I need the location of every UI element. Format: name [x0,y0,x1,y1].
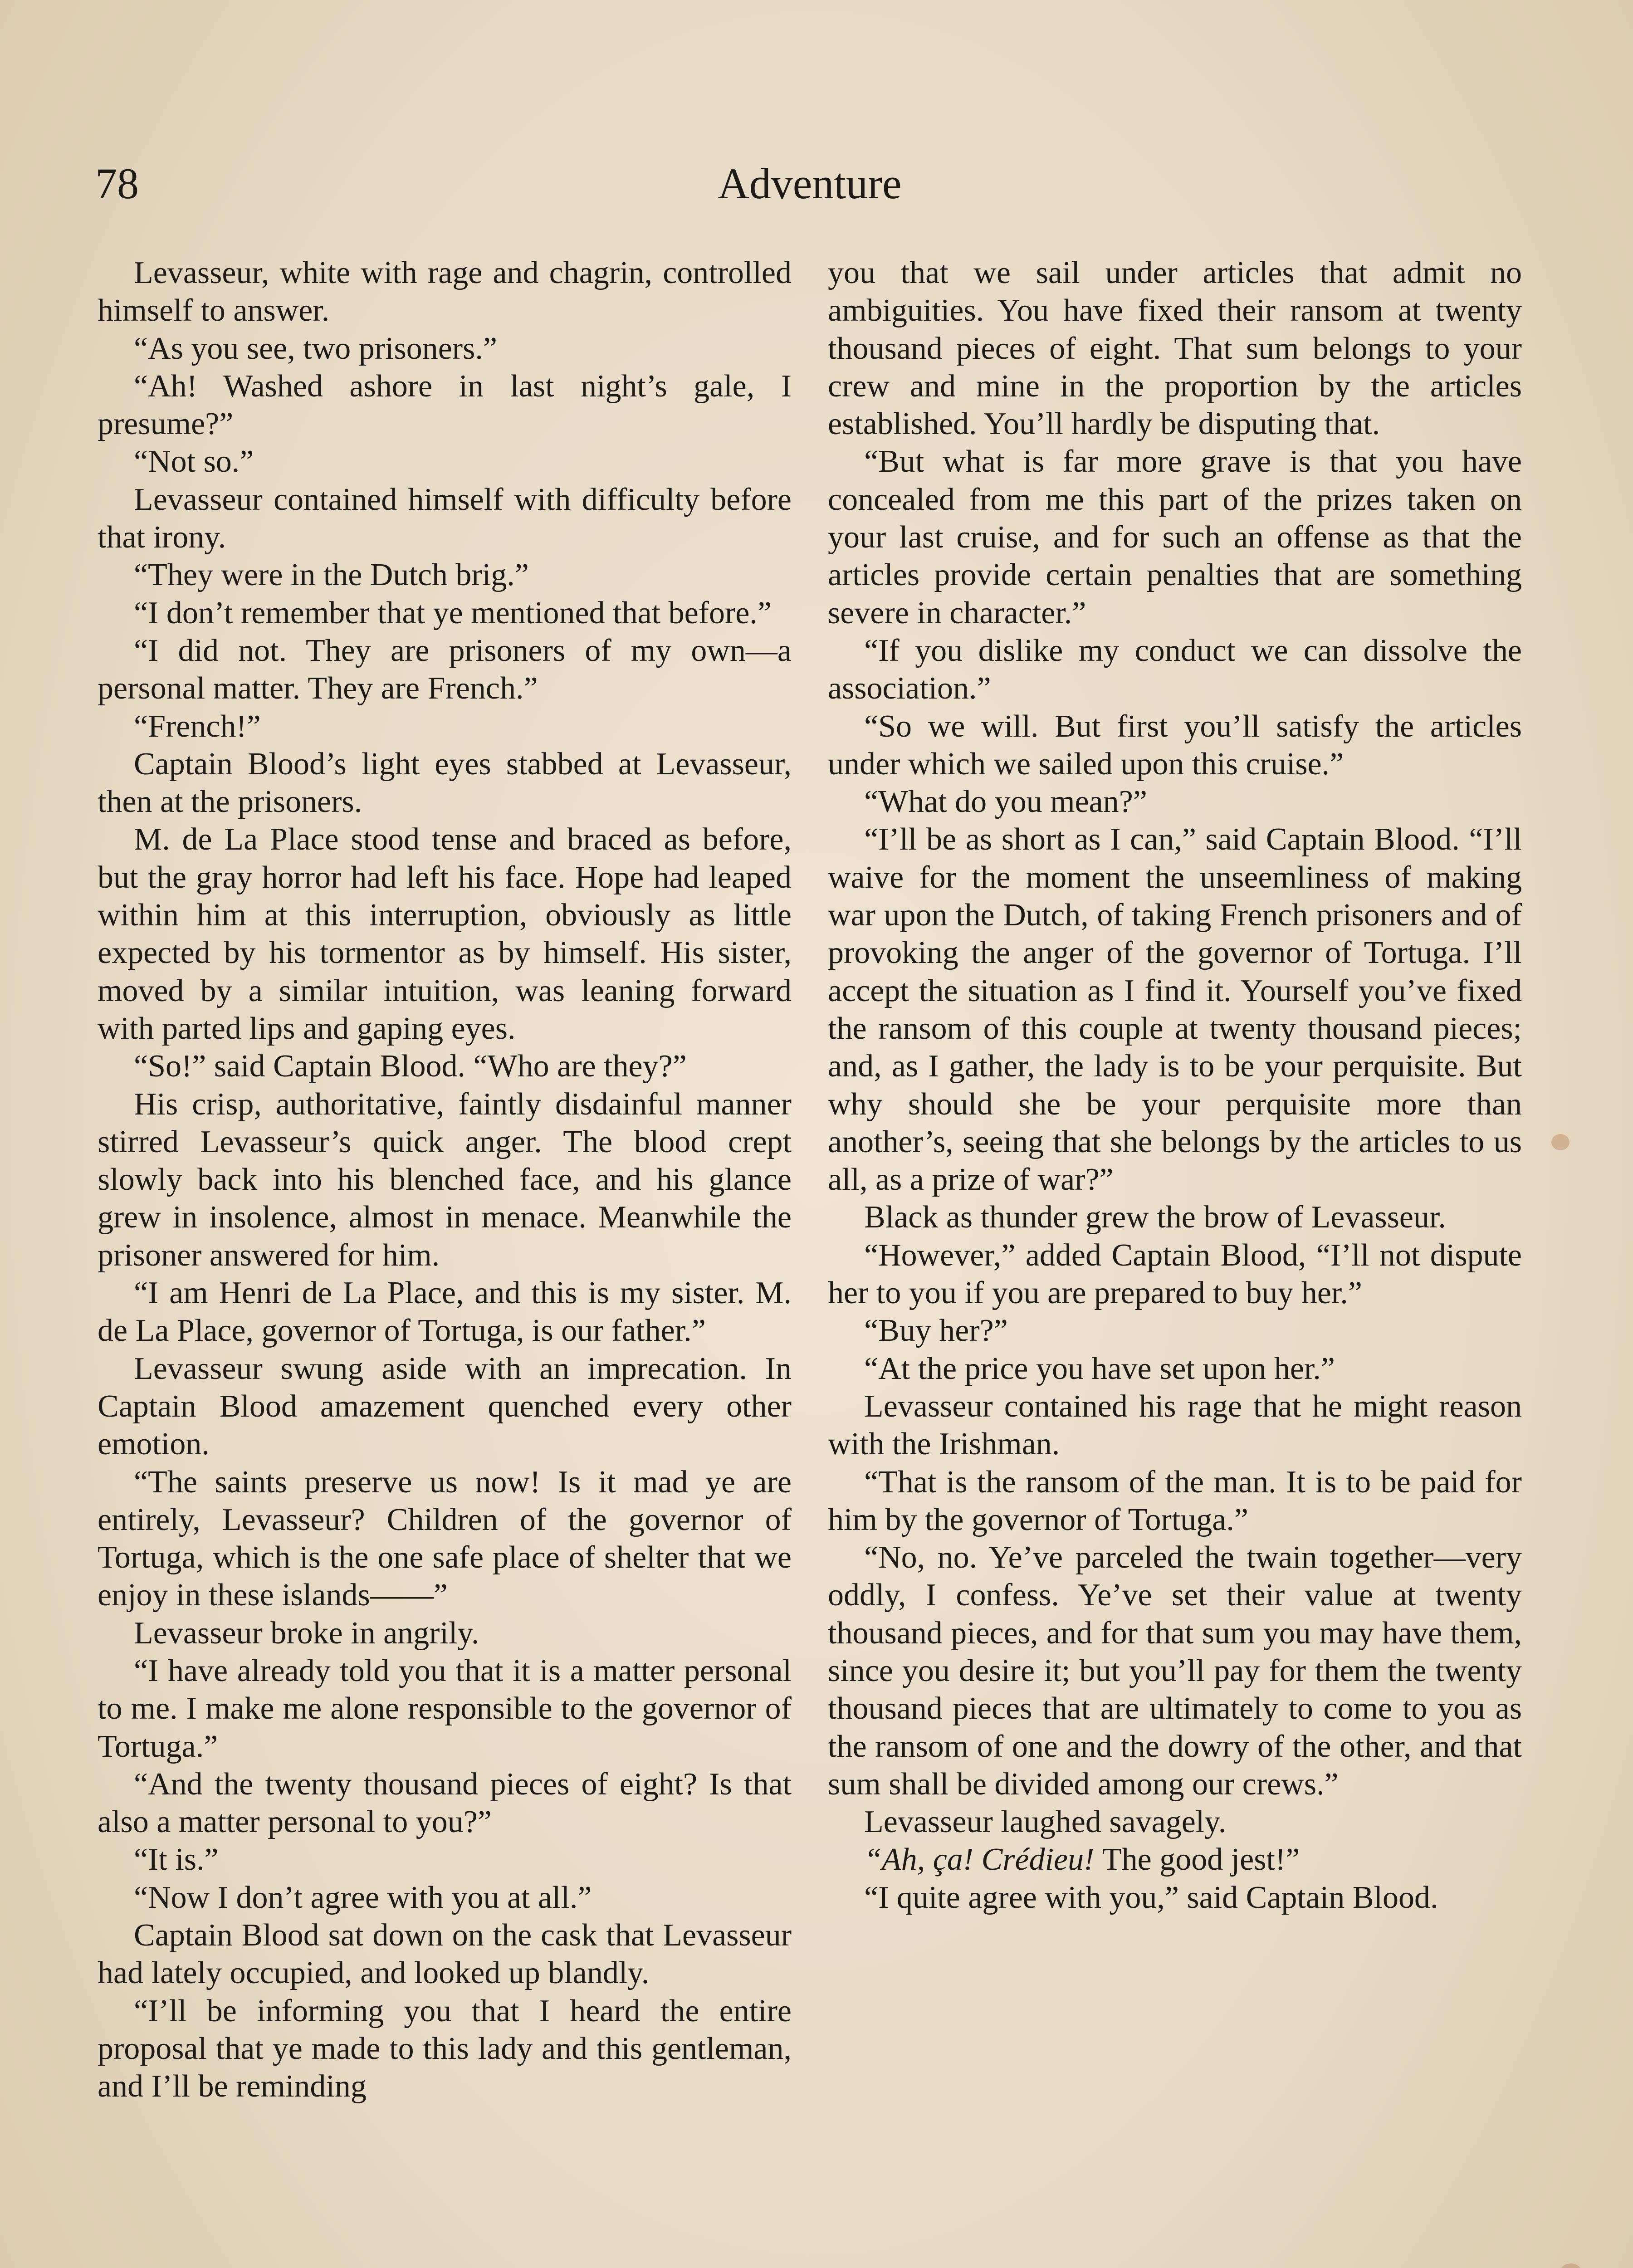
paragraph: “If you dislike my conduct we can dissolve the association.” [828,633,1522,706]
left-column [98,254,792,2268]
paragraph: you that we sail under articles that admit no ambiguities. You have fixed their ransom at twenty thousand pieces of eight. That sum belongs to your crew and mine in the proportion by the articles established. You’ll hardly be disputing that. [828,255,1522,442]
paragraph: Captain Blood sat down on the cask that Levasseur had lately occupied, and looked up blandly. [98,1918,792,1991]
paragraph: “And the twenty thousand pieces of eight? Is that also a matter personal to you?” [98,1766,792,1840]
paragraph: “Now I don’t agree with you at all.” [134,1880,592,1915]
paragraph: Levasseur laughed savagely. [864,1804,1227,1840]
paragraph: Levasseur broke in angrily. [134,1615,479,1651]
paragraph: “But what is far more grave is that you have concealed from me this part of the prizes taken on your last cruise, and for such an offense as that the articles provide certain penalties that are something severe in character.” [828,444,1522,631]
page-number: 78 [95,159,139,208]
paragraph: “They were in the Dutch brig.” [134,557,529,593]
paragraph: “I’ll be as short as I can,” said Captain Blood. “I’ll waive for the moment the unseemliness of making war upon the Dutch, of taking French prisoners and of provoking the anger of the governor of Tortuga. I’ll accept the situation as I find it. Yourself you’ve fixed the ransom of this couple at twenty thousand pieces; and, as I gather, the lady is to be your perquisite. But why should she be your perquisite more than another’s, seeing that she belongs by the articles to us all, as a prize of war?” [828,822,1522,1198]
paragraph: “French!” [134,709,261,744]
paragraph: “I don’t remember that ye mentioned that before.” [134,595,772,631]
paragraph: “Ah, ça! Crédieu! The good jest!” [864,1842,1300,1877]
paragraph: “I am Henri de La Place, and this is my sister. M. de La Place, governor of Tortuga, is our father.” [98,1276,792,1349]
paper-stain [1560,2263,1581,2268]
paragraph: His crisp, authoritative, faintly disdainful manner stirred Levasseur’s quick anger. The blood crept slowly back into his blenched face, and his glance grew in insolence, almost in menace. Meanwhile the prisoner answered for him. [98,1086,792,1273]
paragraph: “No, no. Ye’ve parceled the twain together—very oddly, I confess. Ye’ve set their value at twenty thousand pieces, and for that sum you may have them, since you desire it; but you’ll pay for them the twenty thousand pieces that are ultimately to come to you as the ransom of one and the dowry of the other, and that sum shall be divided among our crews.” [828,1540,1522,1802]
paragraph: M. de La Place stood tense and braced as before, but the gray horror had left his face. Hope had leaped within him at this interruption, obviously as little expected by his tormentor as by himself. His sister, moved by a similar intuition, was leaning forward with parted lips and gaping eyes. [98,822,792,1046]
paragraph: “The saints preserve us now! Is it mad ye are entirely, Levasseur? Children of the governor of Tortuga, which is the one safe place of shelter that we enjoy in these islands——” [98,1464,792,1613]
paragraph: “I’ll be informing you that I heard the entire proposal that ye made to this lady and this gentleman, and I’ll be reminding [98,1993,792,2104]
paragraph: Captain Blood’s light eyes stabbed at Levasseur, then at the prisoners. [98,746,792,820]
paragraph: “Buy her?” [864,1313,1008,1349]
paragraph: “Ah! Washed ashore in last night’s gale, I presume?” [98,368,792,442]
paragraph: “I did not. They are prisoners of my own—a personal matter. They are French.” [98,633,792,706]
paragraph: “Not so.” [134,444,254,479]
page-header [95,156,1524,211]
running-title: Adventure [718,159,902,208]
paper-stain [1551,1134,1569,1150]
paragraph: “So we will. But first you’ll satisfy the articles under which we sailed upon this cruise.” [828,709,1522,782]
paragraph: Black as thunder grew the brow of Levasseur. [864,1200,1446,1235]
paragraph: “I have already told you that it is a matter personal to me. I make me alone responsible to the governor of Tortuga.” [98,1653,792,1764]
paragraph: Levasseur, white with rage and chagrin, controlled himself to answer. [98,255,792,328]
paragraph: Levasseur swung aside with an imprecation. In Captain Blood amazement quenched every other emotion. [98,1351,792,1462]
paragraph: Levasseur contained his rage that he might reason with the Irishman. [828,1388,1522,1462]
paragraph: “What do you mean?” [864,784,1147,820]
paragraph: “However,” added Captain Blood, “I’ll not dispute her to you if you are prepared to buy her.” [828,1237,1522,1311]
paragraph: Levasseur contained himself with difficulty before that irony. [98,482,792,555]
paragraph: “It is.” [134,1842,219,1877]
paragraph: “I quite agree with you,” said Captain Blood. [864,1880,1438,1915]
paragraph: “So!” said Captain Blood. “Who are they?” [134,1049,687,1084]
paragraph: “That is the ransom of the man. It is to be paid for him by the governor of Tortuga.” [828,1464,1522,1537]
paragraph: “At the price you have set upon her.” [864,1351,1335,1386]
paragraph: “As you see, two prisoners.” [134,331,497,366]
right-column [828,254,1522,2268]
